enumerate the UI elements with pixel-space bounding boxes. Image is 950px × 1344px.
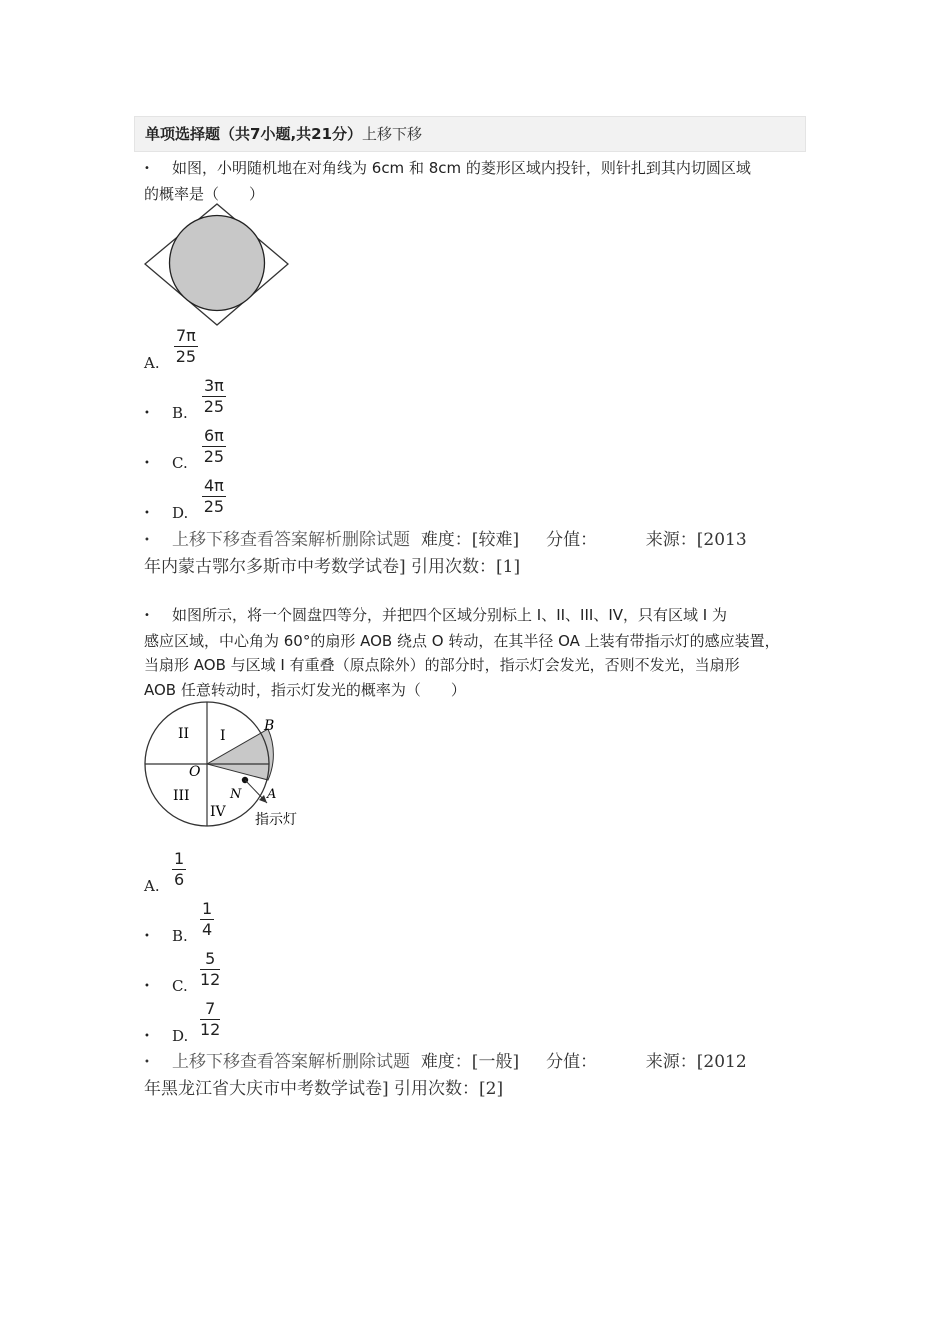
bullet: • bbox=[144, 535, 150, 546]
option-label: • D. bbox=[144, 504, 189, 522]
question-1-line-2: 的概率是（ ） bbox=[144, 184, 265, 203]
option-fraction bbox=[200, 899, 214, 940]
source: 来源：[2012 bbox=[645, 1052, 747, 1072]
option-fraction bbox=[202, 476, 226, 517]
region-1-label: I bbox=[220, 728, 226, 744]
option-fraction bbox=[200, 999, 220, 1040]
question-2-line-1: 如图所示，将一个圆盘四等分，并把四个区域分别标上 I、II、III、IV，只有区域 I 为 bbox=[172, 606, 727, 624]
fraction-numerator: 3π bbox=[204, 376, 224, 395]
region-4-label: IV bbox=[210, 804, 226, 820]
point-n-label: N bbox=[230, 787, 242, 802]
q2-option-a[interactable] bbox=[144, 845, 264, 895]
source-continued: 年内蒙古鄂尔多斯市中考数学试卷] bbox=[144, 557, 406, 577]
fraction-numerator: 1 bbox=[202, 899, 213, 918]
score: 分值： bbox=[546, 1052, 598, 1072]
q2-option-b[interactable] bbox=[144, 895, 284, 945]
fraction-numerator: 4π bbox=[204, 476, 224, 495]
option-label: • B. bbox=[144, 927, 188, 945]
section-move-links[interactable]: 上移下移 bbox=[362, 125, 423, 143]
question-2-meta bbox=[144, 1049, 814, 1102]
citations: 引用次数：[2] bbox=[394, 1079, 504, 1099]
source-continued: 年黑龙江省大庆市中考数学试卷] bbox=[144, 1079, 389, 1099]
q1-option-d[interactable] bbox=[144, 472, 284, 522]
question-actions[interactable]: 上移下移查看答案解析删除试题 bbox=[172, 530, 410, 550]
option-fraction bbox=[172, 849, 186, 890]
section-title: 单项选择题（共7小题,共21分） bbox=[145, 125, 363, 143]
disk-figure bbox=[140, 698, 315, 834]
bullet: • bbox=[144, 610, 150, 621]
q2-option-d[interactable] bbox=[144, 995, 284, 1045]
fraction-numerator: 7 bbox=[200, 999, 220, 1020]
option-fraction bbox=[200, 949, 220, 990]
fraction-numerator: 6π bbox=[204, 426, 224, 445]
fraction-denominator: 4 bbox=[202, 920, 213, 939]
q1-option-c[interactable] bbox=[144, 422, 284, 472]
fraction-numerator: 1 bbox=[174, 849, 185, 868]
point-o-label: O bbox=[189, 764, 201, 780]
bullet: • bbox=[144, 1057, 150, 1068]
bullet: • bbox=[144, 163, 150, 174]
q1-option-b[interactable] bbox=[144, 372, 284, 422]
region-2-label: II bbox=[178, 726, 190, 742]
question-2-line-3: 当扇形 AOB 与区域 I 有重叠（原点除外）的部分时，指示灯会发光，否则不发光，当扇形 bbox=[144, 656, 740, 674]
question-2-line-2: 感应区域，中心角为 60°的扇形 AOB 绕点 O 转动，在其半径 OA 上装有带指示灯的感应装置， bbox=[144, 631, 780, 650]
score: 分值： bbox=[546, 530, 598, 550]
fraction-denominator: 6 bbox=[174, 870, 185, 889]
q1-option-a[interactable] bbox=[144, 322, 264, 372]
rhombus-figure bbox=[140, 200, 295, 330]
question-2-line-4: AOB 任意转动时，指示灯发光的概率为（ ） bbox=[144, 680, 466, 699]
point-a-label: A bbox=[267, 787, 277, 802]
option-label: • B. bbox=[144, 404, 188, 422]
question-1-text bbox=[144, 156, 814, 206]
option-fraction bbox=[202, 426, 226, 467]
difficulty: 难度：[一般] bbox=[420, 1052, 520, 1072]
difficulty: 难度：[较难] bbox=[420, 530, 520, 550]
option-fraction bbox=[202, 376, 226, 417]
question-2-text bbox=[144, 603, 814, 702]
fraction-numerator: 5 bbox=[200, 949, 220, 970]
fraction-denominator: 12 bbox=[200, 1020, 221, 1039]
source: 来源：[2013 bbox=[645, 530, 747, 550]
citations: 引用次数：[1] bbox=[411, 557, 521, 577]
question-1-meta bbox=[144, 527, 814, 580]
fraction-numerator: 7π bbox=[176, 326, 196, 345]
inscribed-circle bbox=[170, 216, 265, 311]
option-fraction bbox=[174, 326, 198, 367]
fraction-denominator: 25 bbox=[175, 347, 197, 366]
region-3-label: III bbox=[173, 788, 190, 804]
fraction-denominator: 25 bbox=[203, 497, 225, 516]
fraction-denominator: 25 bbox=[203, 447, 225, 466]
option-label: A. bbox=[144, 877, 160, 895]
option-label: • C. bbox=[144, 977, 188, 995]
point-b-label: B bbox=[264, 718, 275, 734]
question-actions[interactable]: 上移下移查看答案解析删除试题 bbox=[172, 1052, 410, 1072]
fraction-denominator: 25 bbox=[203, 397, 225, 416]
option-label: A. bbox=[144, 354, 160, 372]
indicator-label: 指示灯 bbox=[255, 812, 297, 828]
option-label: • C. bbox=[144, 454, 188, 472]
option-label: • D. bbox=[144, 1027, 189, 1045]
section-header bbox=[134, 116, 806, 152]
question-1-line-1: 如图，小明随机地在对角线为 6cm 和 8cm 的菱形区域内投针，则针扎到其内切圆区域 bbox=[172, 159, 751, 177]
sector-aob bbox=[207, 729, 273, 780]
fraction-denominator: 12 bbox=[200, 970, 221, 989]
q2-option-c[interactable] bbox=[144, 945, 284, 995]
